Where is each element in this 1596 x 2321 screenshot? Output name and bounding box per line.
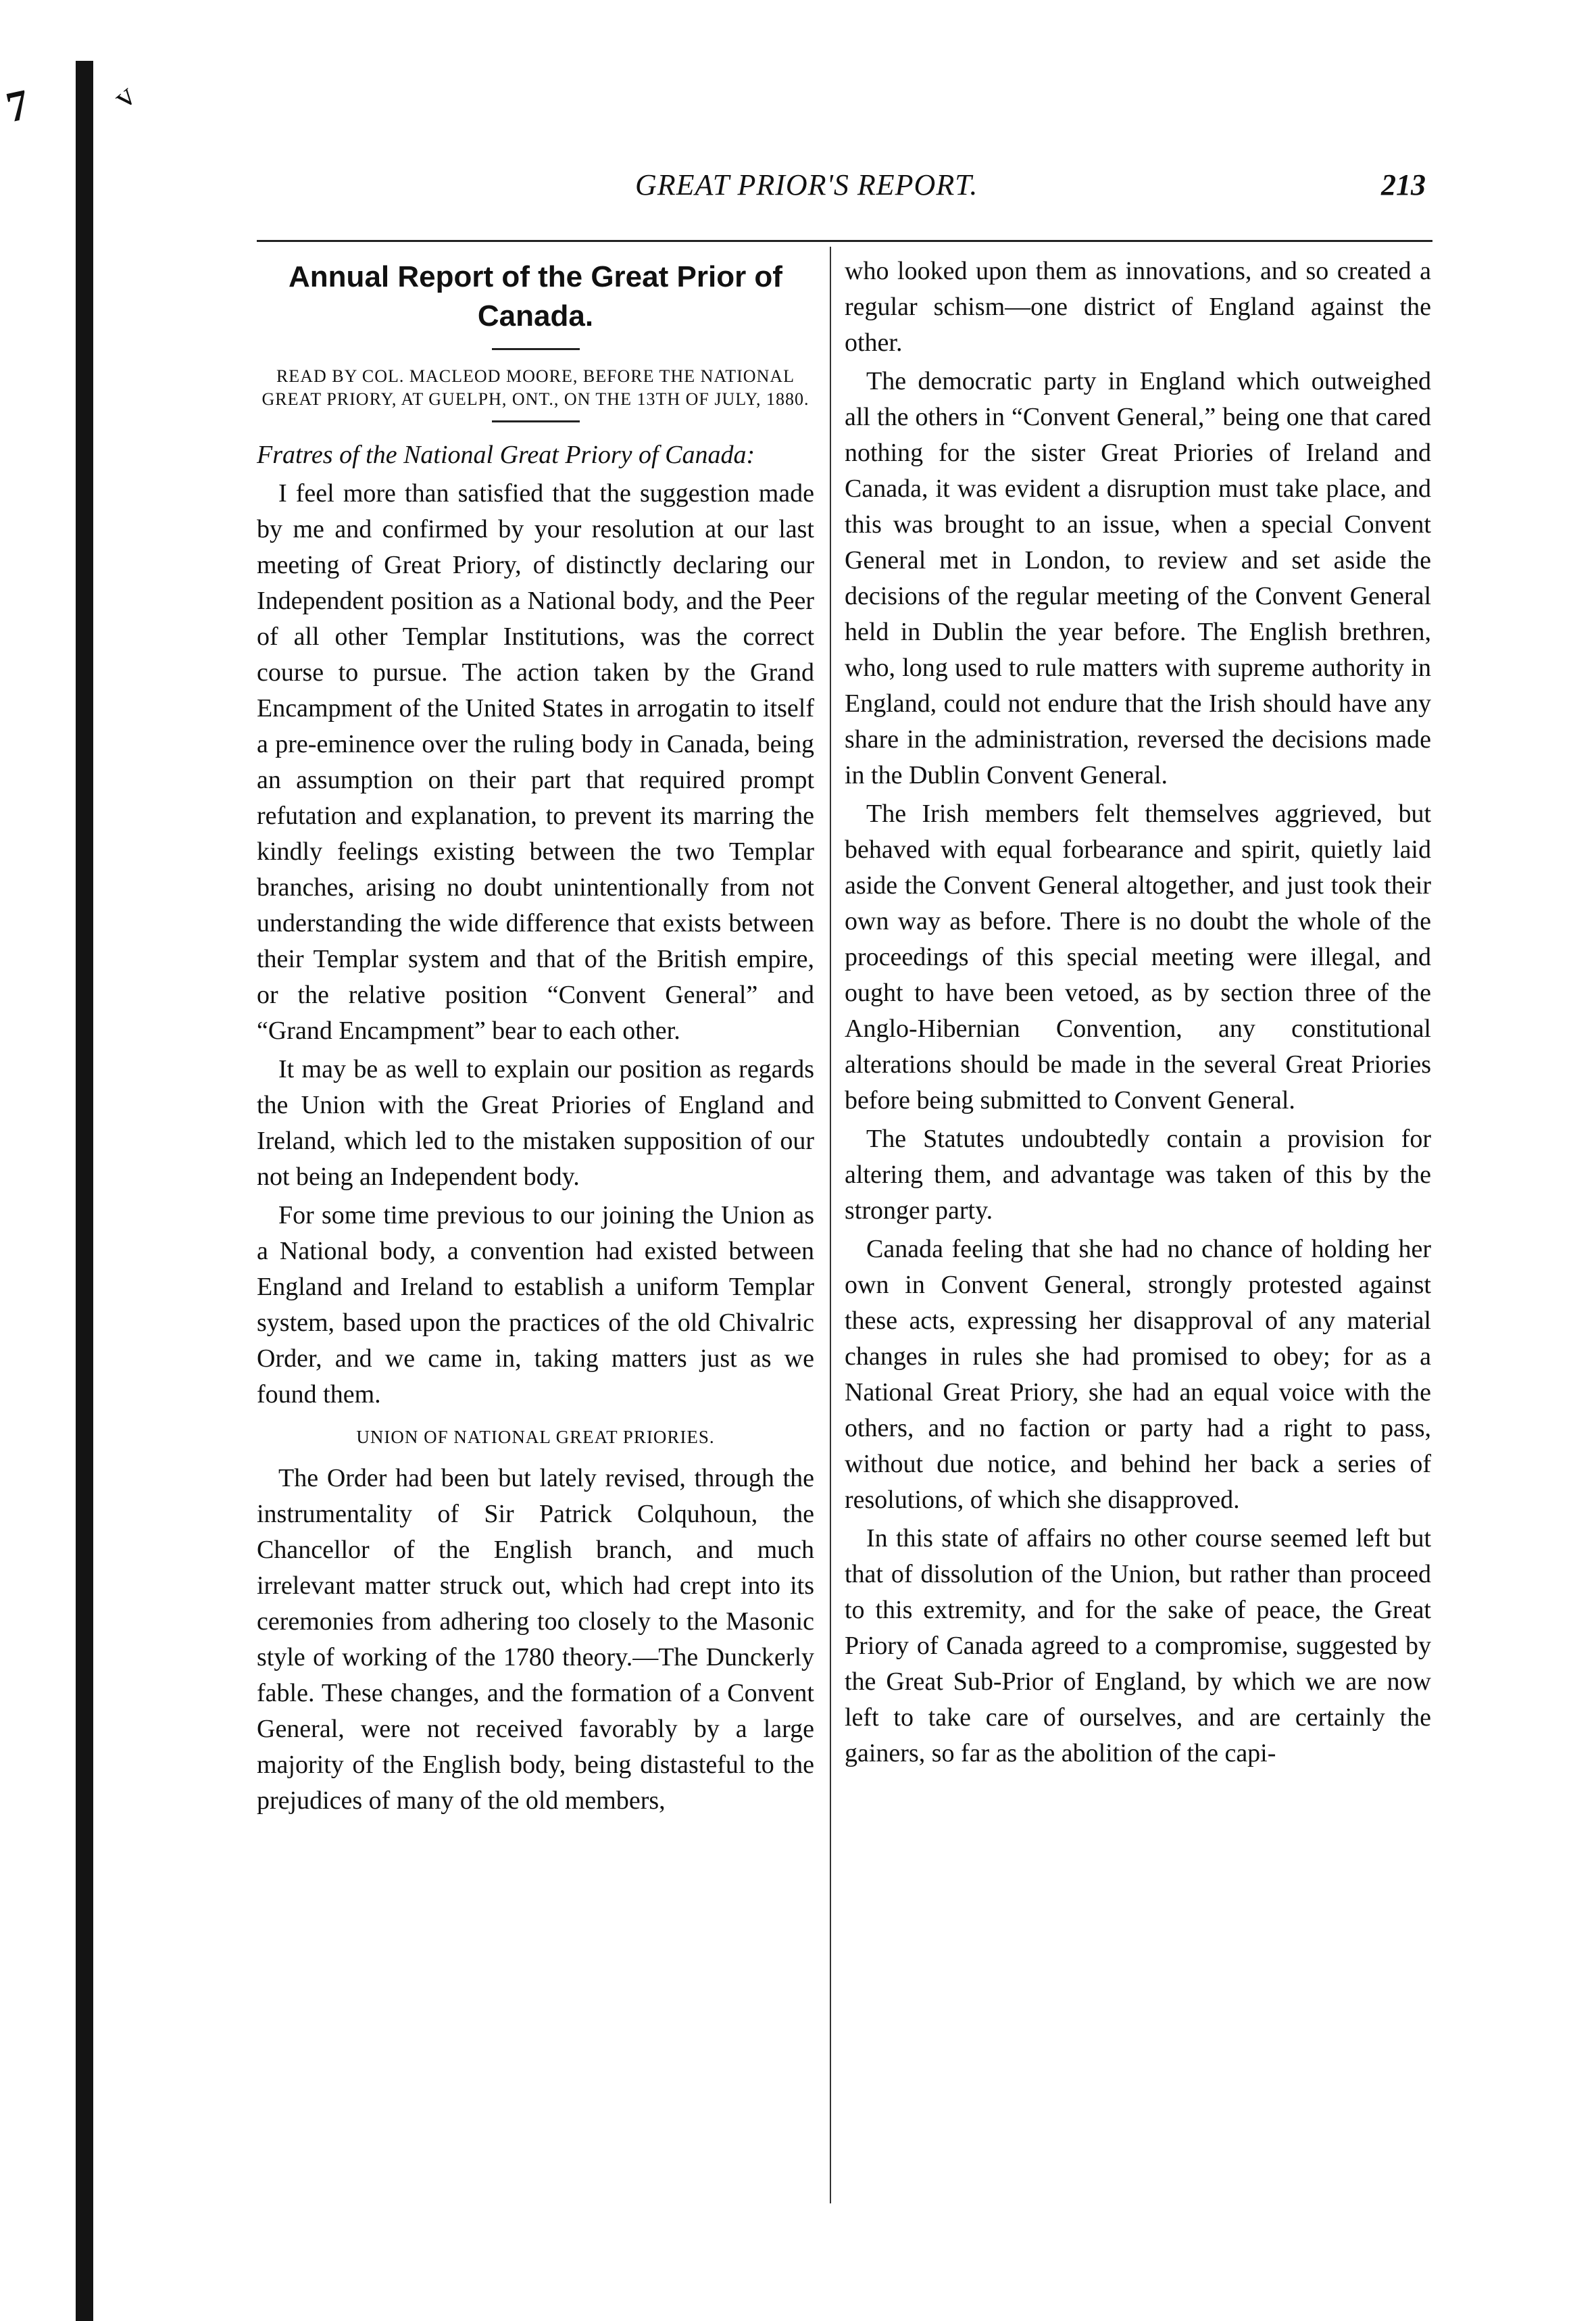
paragraph: The democratic party in England which outweighed all the others in “Convent General,” being one that cared nothing for the sister Great Priories of Ireland and Canada, it was evident a disruption must take place, and this was brought to an issue, when a special Convent General met in London, to review and set aside the decisions of the regular meeting of the Convent General held in Dublin the year before. The English brethren, who, long used to rule matters with supreme authority in England, could not endure that the Irish should have any share in the administration, reversed the decisions made in the Dublin Convent General. xyxy=(845,367,1431,789)
title-rule xyxy=(492,348,580,350)
margin-mark: v xyxy=(106,77,143,116)
paragraph: The Order had been but lately revised, through the instrumentality of Sir Patrick Colquhoun, the Chancellor of the English branch, and much irrelevant matter struck out, which had crept into its ceremonies from adhering too closely to the Masonic style of working of the 1780 theory.—The Dunckerly fable. These changes, and the formation of a Convent General, were not received favorably by a large majority of the English body, being distasteful to the prejudices of many of the old members, xyxy=(257,1464,814,1815)
column-divider xyxy=(830,247,831,2203)
page-number: 213 xyxy=(1381,168,1426,201)
paragraph: For some time previous to our joining the Union as a National body, a convention had existed between England and Ireland to establish a uniform Templar system, based upon the practices of the old Chivalric Order, and we came in, taking matters just as we found them. xyxy=(257,1201,814,1409)
paragraph: who looked upon them as innovations, and so created a regular schism—one district of England against the other. xyxy=(845,257,1431,357)
running-title: GREAT PRIOR'S REPORT. xyxy=(635,168,978,201)
article-title: Annual Report of the Great Prior of Canada. xyxy=(289,260,782,333)
byline: READ BY COL. MACLEOD MOORE, BEFORE THE NATIONAL GREAT PRIORY, AT GUELPH, ONT., ON THE 13TH OF JULY, 1880. xyxy=(261,366,809,409)
paragraph: I feel more than satisfied that the suggestion made by me and confirmed by your resolution at our last meeting of Great Priory, of distinctly declaring our Independent position as a National body, and the Peer of all other Templar Institutions, was the correct course to pursue. The action taken by the Grand Encampment of the United States in arrogatin to itself a pre-eminence over the ruling body in Canada, being an assumption on their part that required prompt refutation and explanation, to prevent its marring the kindly feelings existing between the two Templar branches, arising no doubt unintentionally from not understanding the wide difference that exists between their Templar system and that of the British empire, or the relative position “Convent General” and “Grand Encampment” bear to each other. xyxy=(257,479,814,1045)
salutation: Fratres of the National Great Priory of Canada: xyxy=(257,441,755,469)
byline-rule xyxy=(492,420,580,422)
paragraph: The Statutes undoubtedly contain a provision for altering them, and advantage was taken of this by the stronger party. xyxy=(845,1125,1431,1225)
paragraph: It may be as well to explain our position as regards the Union with the Great Priories of England and Ireland, which led to the mistaken supposition of our not being an Independent body. xyxy=(257,1055,814,1191)
paragraph: The Irish members felt themselves aggrieved, but behaved with equal forbearance and spirit, quietly laid aside the Convent General altogether, and just took their own way as before. There is no doubt the whole of the proceedings of this special meeting were illegal, and ought to have been vetoed, as by section three of the Anglo-Hibernian Convention, any constitutional alterations should be made in the several Great Priories before being submitted to Convent General. xyxy=(845,800,1431,1115)
page-binding-shadow xyxy=(76,61,93,2321)
paragraph: Canada feeling that she had no chance of holding her own in Convent General, strongly protested against these acts, expressing her disapproval of any material changes in rules she had promised to obey; for as a National Great Priory, she had an equal voice with the others, and no faction or party had a right to pass, without due notice, and behind her back a series of resolutions, of which she disapproved. xyxy=(845,1235,1431,1514)
right-column xyxy=(845,253,1431,1774)
paragraph: In this state of affairs no other course seemed left but that of dissolution of the Union, but rather than proceed to this extremity, and for the sake of peace, the Great Priory of Canada agreed to a compromise, suggested by the Great Sub-Prior of England, by which we are now left to take care of ourselves, and are certainly the gainers, so far as the abolition of the capi- xyxy=(845,1524,1431,1767)
section-heading: UNION OF NATIONAL GREAT PRIORIES. xyxy=(356,1427,715,1447)
left-column xyxy=(257,253,814,1822)
running-head xyxy=(257,168,1426,215)
header-rule xyxy=(257,240,1432,242)
margin-mark: 7 xyxy=(1,80,33,132)
